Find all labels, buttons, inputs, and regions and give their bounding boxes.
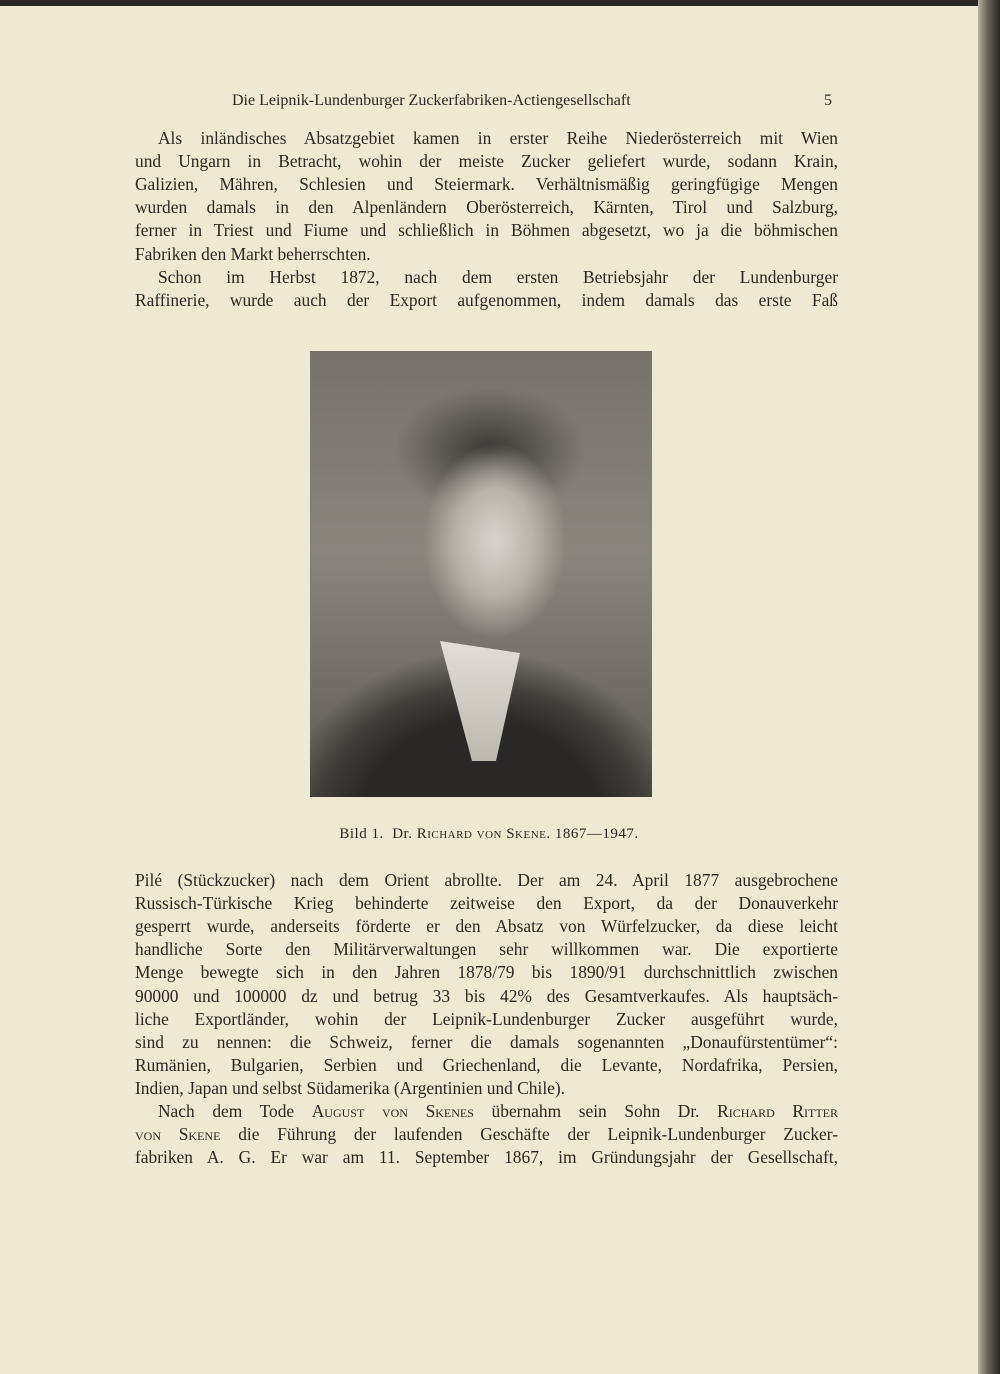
text-segment: 90000 und 100000 dz und betrug 33 bis 42% des Gesamtverkaufes. Als hauptsäch- bbox=[135, 985, 838, 1006]
text-line bbox=[158, 1101, 838, 1121]
text-segment: wurden damals in den Alpenländern Oberösterreich, Kärnten, Tirol und Salzburg, bbox=[135, 197, 838, 218]
text-segment: übernahm sein Sohn Dr. bbox=[473, 1101, 718, 1121]
small-caps-name: von Skene bbox=[135, 1124, 221, 1145]
text-segment: Raffinerie, wurde auch der Export aufgenommen, indem damals das erste Faß bbox=[135, 289, 838, 310]
text-segment: Galizien, Mähren, Schlesien und Steiermark. Verhältnismäßig geringfügige Mengen bbox=[135, 174, 838, 195]
text-segment: sind zu nennen: die Schweiz, ferner die damals sogenannten „Donaufürstentümer“: bbox=[135, 1031, 838, 1052]
text-line bbox=[135, 986, 838, 1006]
text-segment: gesperrt wurde, anderseits förderte er den Absatz von Würfelzucker, da diese leicht bbox=[135, 916, 838, 937]
document-page bbox=[0, 6, 978, 1374]
text-line bbox=[158, 128, 838, 148]
text-line bbox=[135, 151, 838, 171]
caption-name: Richard von Skene. bbox=[416, 826, 551, 842]
text-line bbox=[135, 290, 838, 310]
running-title: Die Leipnik-Lundenburger Zuckerfabriken-Actiengesellschaft bbox=[232, 92, 631, 109]
text-line bbox=[135, 174, 838, 194]
text-segment: Nach dem Tode bbox=[158, 1101, 312, 1121]
text-line bbox=[135, 1124, 838, 1144]
figure-caption bbox=[0, 826, 978, 843]
text-segment: handliche Sorte den Militärverwaltungen sehr willkommen war. Die exportierte bbox=[135, 939, 838, 960]
text-line bbox=[135, 1055, 838, 1075]
small-caps-name: August von Skenes bbox=[311, 1101, 474, 1121]
text-line bbox=[135, 244, 838, 264]
text-segment: Rumänien, Bulgarien, Serbien und Griechenland, die Levante, Nordafrika, Persien, bbox=[135, 1054, 838, 1075]
text-line bbox=[158, 267, 838, 287]
text-segment: und Ungarn in Betracht, wohin der meiste Zucker geliefert wurde, sodann Krain, bbox=[135, 151, 838, 172]
caption-years: 1867—1947. bbox=[554, 826, 639, 842]
text-line bbox=[135, 220, 838, 240]
small-caps-name: Richard Ritter bbox=[717, 1101, 838, 1121]
text-line bbox=[135, 1009, 838, 1029]
text-segment: fabriken A. G. Er war am 11. September 1867, im Gründungsjahr der Gesellschaft, bbox=[135, 1147, 838, 1168]
text-line bbox=[135, 1147, 838, 1167]
text-line bbox=[135, 1078, 838, 1098]
text-line bbox=[135, 870, 838, 890]
book-edge bbox=[978, 0, 1000, 1374]
portrait-photo bbox=[310, 351, 652, 797]
text-segment: Pilé (Stückzucker) nach dem Orient abrollte. Der am 24. April 1877 ausgebrochene bbox=[135, 870, 838, 890]
text-line bbox=[135, 197, 838, 217]
text-segment: Russisch-Türkische Krieg behinderte zeitweise den Export, da der Donauverkehr bbox=[135, 893, 838, 914]
text-segment: Fabriken den Markt beherrschten. bbox=[135, 243, 371, 264]
text-line bbox=[135, 1032, 838, 1052]
text-segment: liche Exportländer, wohin der Leipnik-Lundenburger Zucker ausgeführt wurde, bbox=[135, 1008, 838, 1029]
text-line bbox=[135, 939, 838, 959]
text-line bbox=[135, 916, 838, 936]
page-number: 5 bbox=[824, 92, 832, 109]
text-segment: ferner in Triest und Fiume und schließlich in Böhmen abgesetzt, wo ja die böhmischen bbox=[135, 220, 838, 241]
caption-prefix: Bild 1. bbox=[339, 826, 384, 842]
text-segment: Schon im Herbst 1872, nach dem ersten Betriebsjahr der Lundenburger bbox=[158, 266, 838, 287]
caption-title: Dr. bbox=[392, 826, 413, 842]
text-line bbox=[135, 893, 838, 913]
text-segment: die Führung der laufenden Geschäfte der Leipnik-Lundenburger Zucker- bbox=[220, 1124, 838, 1145]
text-line bbox=[135, 962, 838, 982]
text-segment: Als inländisches Absatzgebiet kamen in erster Reihe Niederösterreich mit Wien bbox=[158, 128, 838, 148]
text-segment: Menge bewegte sich in den Jahren 1878/79 bis 1890/91 durchschnittlich zwischen bbox=[135, 962, 838, 983]
text-segment: Indien, Japan und selbst Südamerika (Argentinien und Chile). bbox=[135, 1077, 566, 1098]
